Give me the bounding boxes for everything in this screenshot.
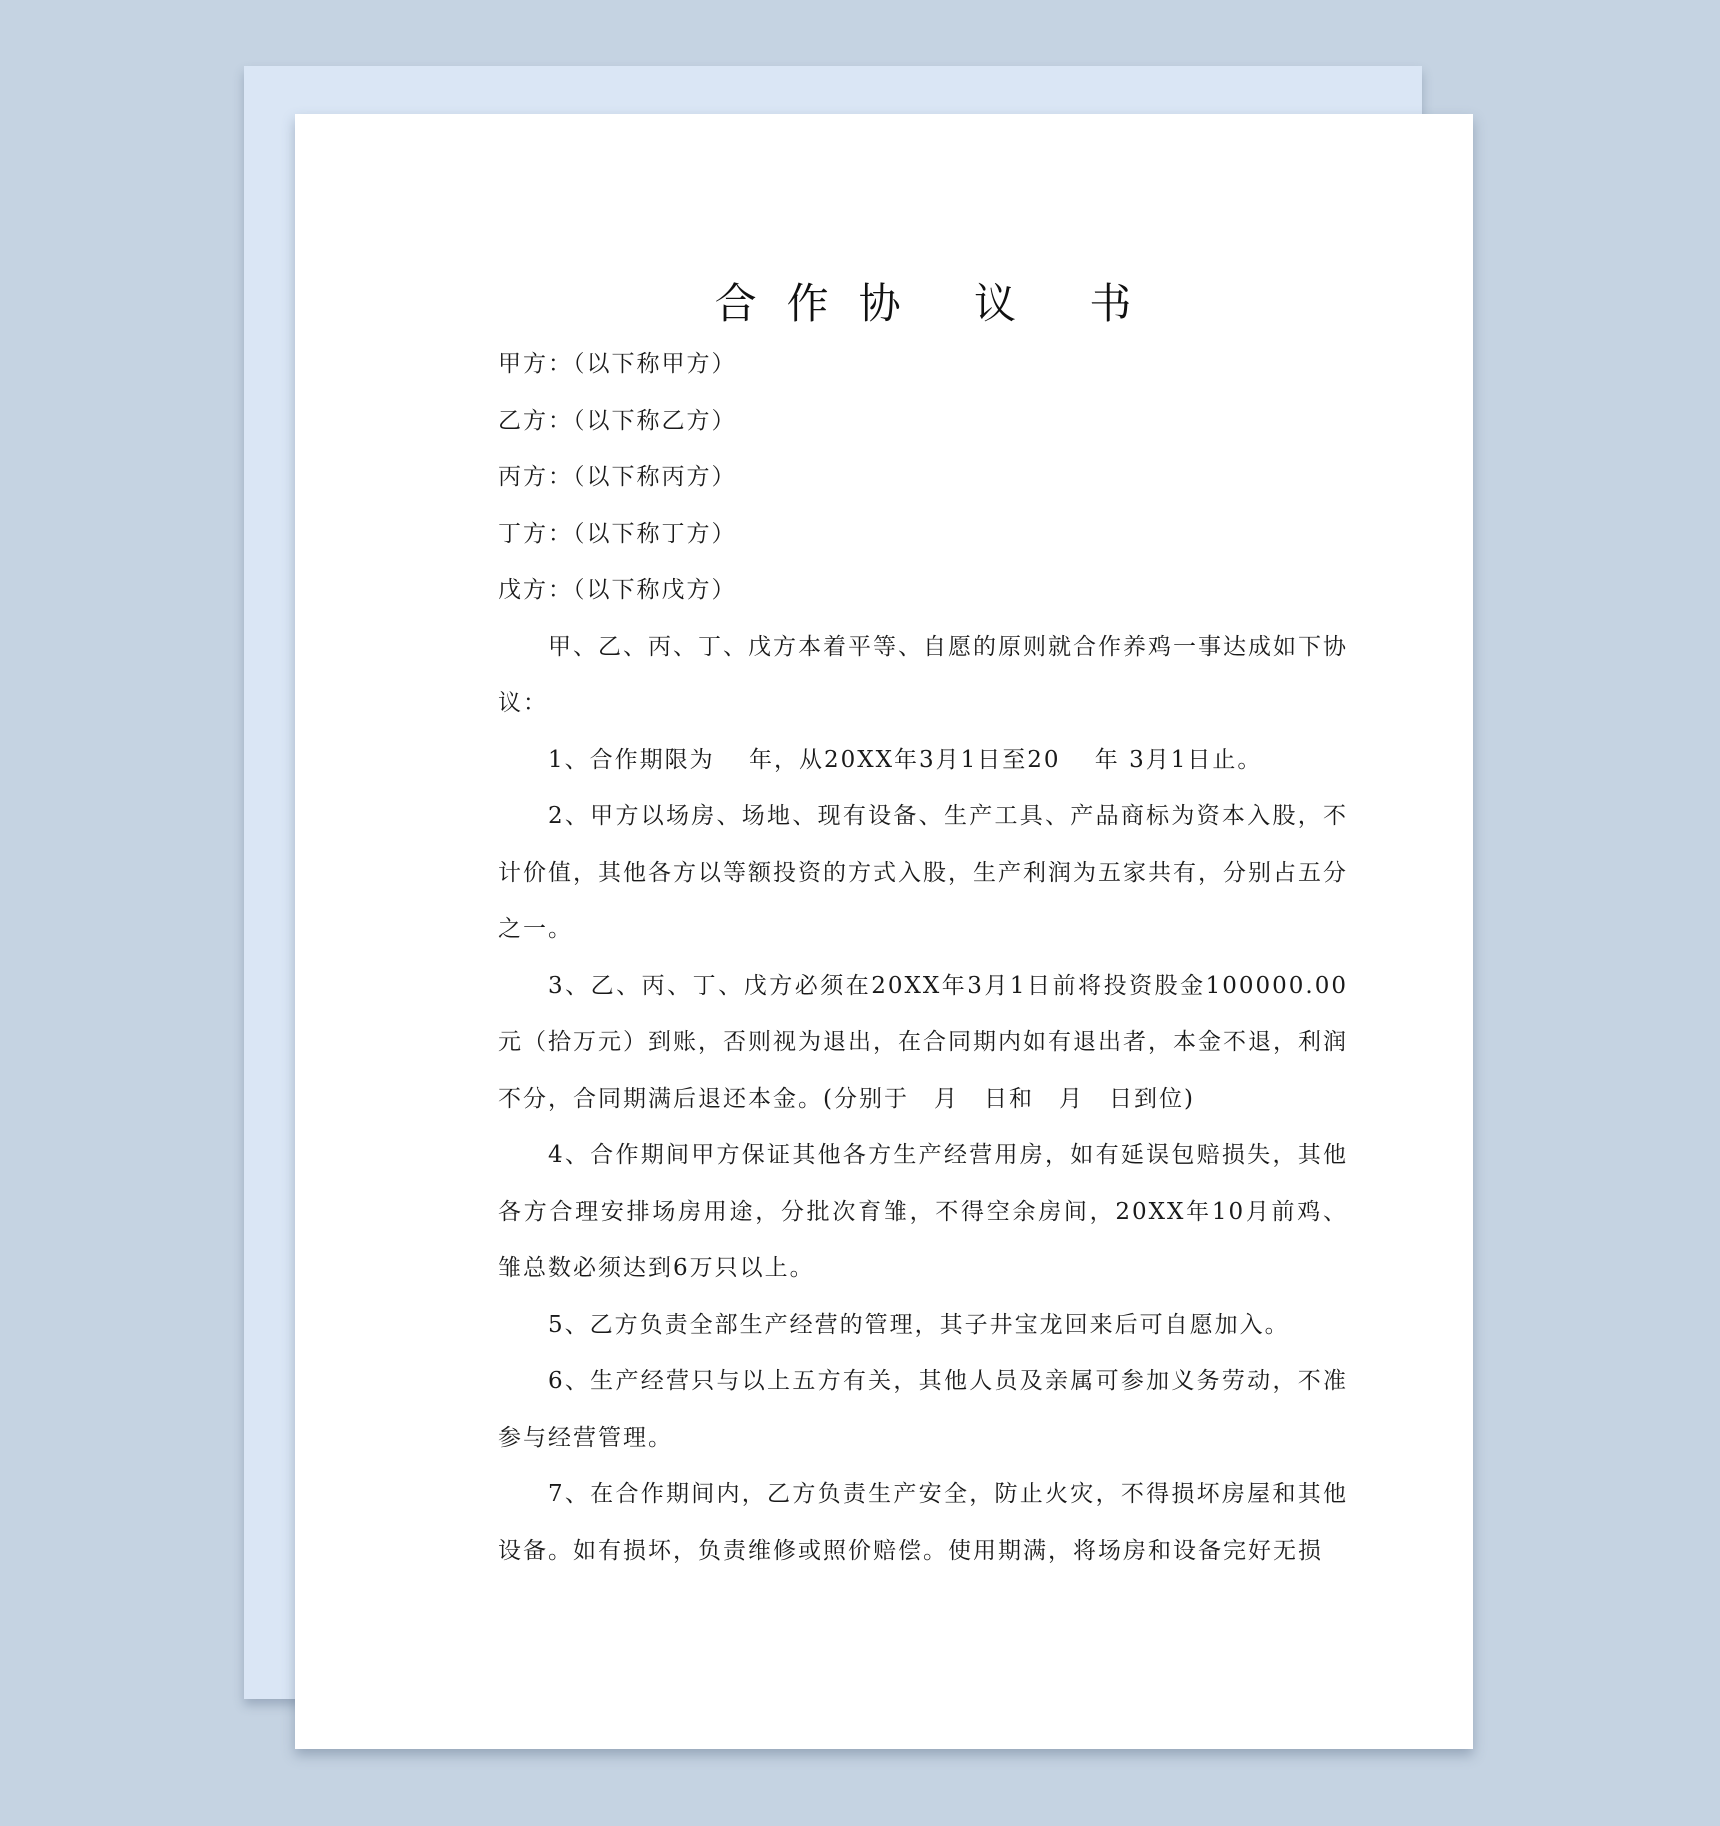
clause-paragraph: 6、生产经营只与以上五方有关，其他人员及亲属可参加义务劳动，不准参与经营管理。 (498, 1368, 1348, 1451)
party-line: 丙方：（以下称丙方） (498, 464, 737, 490)
intro-paragraph: 甲、乙、丙、丁、戊方本着平等、自愿的原则就合作养鸡一事达成如下协议： (498, 633, 1348, 716)
document-page (295, 114, 1473, 1749)
clause-paragraph: 4、合作期间甲方保证其他各方生产经营用房，如有延误包赔损失，其他各方合理安排场房用途，分批次育雏，不得空余房间，20XX年10月前鸡、雏总数必须达到6万只以上。 (498, 1142, 1348, 1281)
party-line: 丁方：（以下称丁方） (498, 520, 737, 547)
party-line: 甲方：（以下称甲方） (498, 351, 737, 377)
document-title: 合作协 议 书 (714, 279, 1162, 328)
party-line: 乙方：（以下称乙方） (498, 407, 737, 434)
document-body (498, 274, 1348, 1579)
clause-paragraph: 7、在合作期间内，乙方负责生产安全，防止火灾，不得损坏房屋和其他设备。如有损坏，负责维修或照价赔偿。使用期满，将场房和设备完好无损 (498, 1481, 1348, 1564)
party-line: 戊方：（以下称戊方） (498, 577, 737, 603)
clause-paragraph: 3、乙、丙、丁、戊方必须在20XX年3月1日前将投资股金100000.00元（拾万元）到账，否则视为退出，在合同期内如有退出者，本金不退，利润不分，合同期满后退还本金。(分别于 月 日和 月 日到位) (498, 972, 1348, 1112)
clause-paragraph: 1、合作期限为 年，从20XX年3月1日至20 年 3月1日止。 (548, 746, 1263, 773)
clause-paragraph: 5、乙方负责全部生产经营的管理，其子井宝龙回来后可自愿加入。 (548, 1311, 1290, 1338)
clause-paragraph: 2、甲方以场房、场地、现有设备、生产工具、产品商标为资本入股，不计价值，其他各方以等额投资的方式入股，生产利润为五家共有，分别占五分之一。 (498, 803, 1348, 942)
